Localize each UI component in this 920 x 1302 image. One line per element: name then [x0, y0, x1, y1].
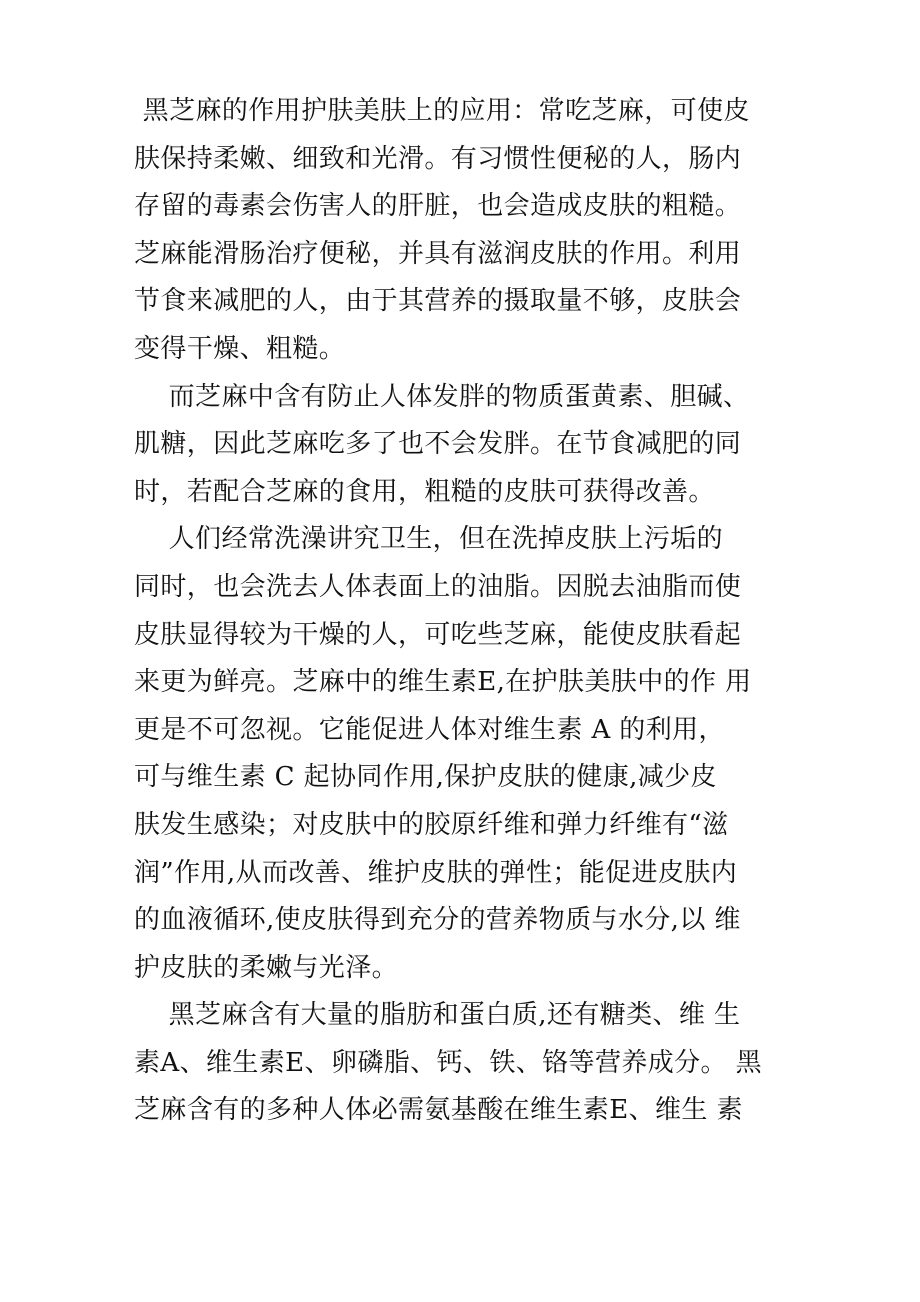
- text-line: 更是不可忽视。它能促进人体对维生素 A 的利用，: [134, 714, 725, 745]
- text-line: 芝麻能滑肠治疗便秘，并具有滋润皮肤的作用。利用: [134, 238, 742, 269]
- text-line: 来更为鲜亮。芝麻中的维生素E,在护肤美肤中的作 用: [134, 667, 752, 698]
- text-line: 存留的毒素会伤害人的肝脏，也会造成皮肤的粗糙。: [134, 191, 742, 222]
- text-line: 护皮肤的柔嫩与光泽。: [134, 952, 399, 983]
- text-line: 节食来减肥的人，由于其营养的摄取量不够，皮肤会: [134, 286, 742, 317]
- text-line: 肌糖，因此芝麻吃多了也不会发胖。在节食减肥的同: [134, 429, 742, 460]
- text-line: 时，若配合芝麻的食用，粗糙的皮肤可获得改善。: [134, 476, 715, 507]
- body-text: [134, 88, 814, 1135]
- text-line: 人们经常洗澡讲究卫生，但在洗掉皮肤上污垢的: [134, 524, 724, 555]
- text-line: 皮肤显得较为干燥的人，可吃些芝麻，能使皮肤看起: [134, 619, 742, 650]
- text-line: 同时，也会洗去人体表面上的油脂。因脱去油脂而使: [134, 571, 742, 602]
- text-line: 肤保持柔嫩、细致和光滑。有习惯性便秘的人，肠内: [134, 143, 742, 174]
- text-line: 肤发生感染；对皮肤中的胶原纤维和弹力纤维有“滋: [134, 809, 729, 840]
- text-line: 芝麻含有的多种人体必需氨基酸在维生素E、维生 素: [134, 1095, 743, 1126]
- text-line: 黑芝麻含有大量的脂肪和蛋白质,还有糖类、维 生: [134, 1000, 741, 1031]
- text-line: 素A、维生素E、卵磷脂、钙、铁、铬等营养成分。 黑: [134, 1047, 763, 1078]
- text-line: 的血液循环,使皮肤得到充分的营养物质与水分,以 维: [134, 905, 741, 936]
- text-line: 润”作用,从而改善、维护皮肤的弹性；能促进皮肤内: [134, 857, 738, 888]
- text-line: 可与维生素 C 起协同作用,保护皮肤的健康,减少皮: [134, 762, 717, 793]
- text-line: 变得干燥、粗糙。: [134, 333, 346, 364]
- text-line: 黑芝麻的作用护肤美肤上的应用：常吃芝麻，可使皮: [134, 96, 750, 126]
- text-line: 而芝麻中含有防止人体发胖的物质蛋黄素、胆碱、: [134, 381, 750, 412]
